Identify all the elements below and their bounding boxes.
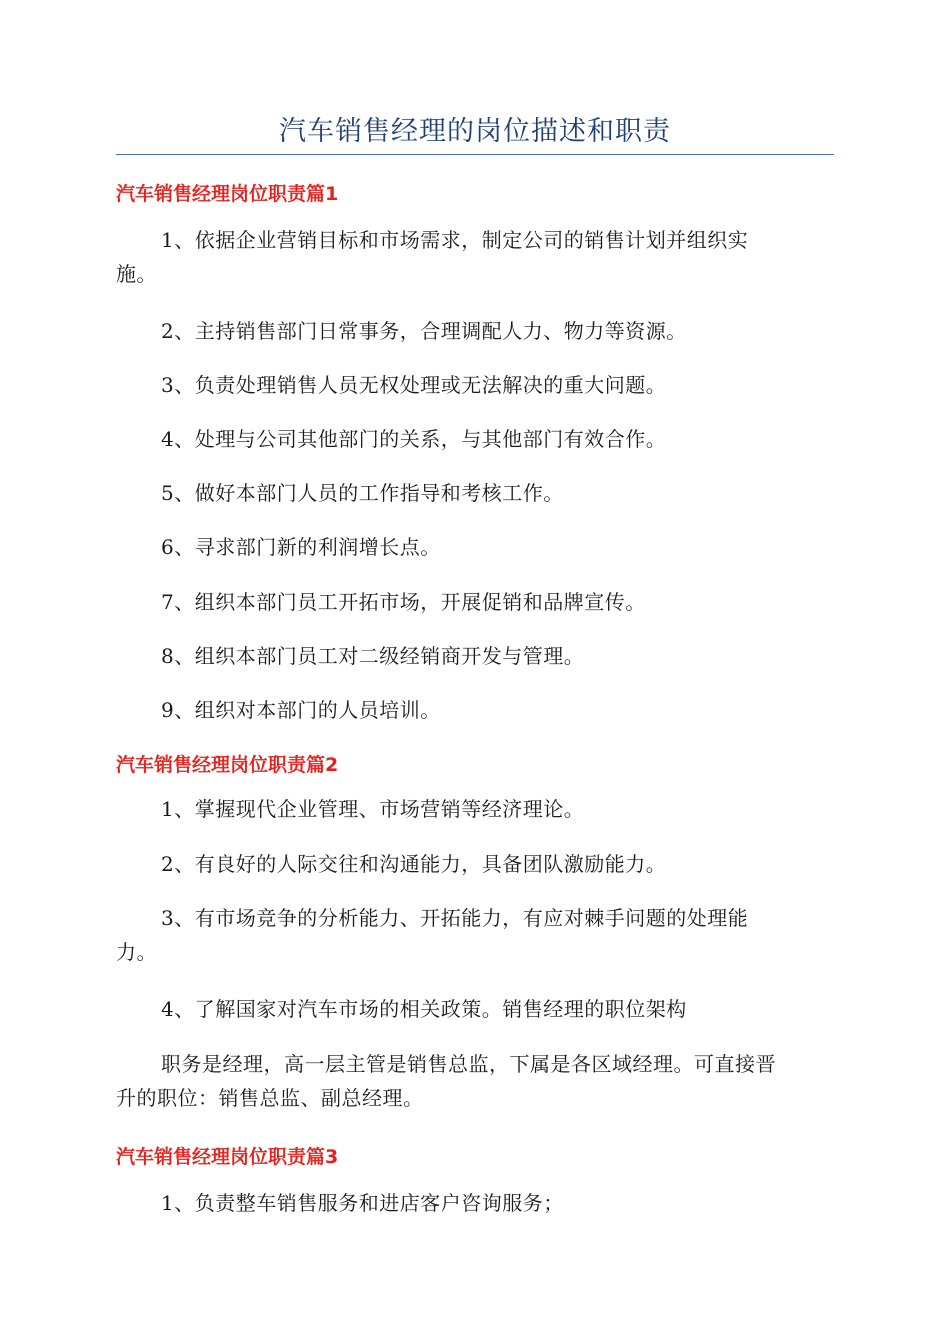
paragraph-line: 5、做好本部门人员的工作指导和考核工作。	[161, 481, 564, 505]
paragraph-line: 4、处理与公司其他部门的关系，与其他部门有效合作。	[161, 427, 667, 451]
paragraph-line: 7、组织本部门员工开拓市场，开展促销和品牌宣传。	[161, 590, 646, 614]
paragraph-2-2	[116, 847, 834, 881]
section-heading-3: 汽车销售经理岗位职责篇3	[116, 1146, 339, 1168]
paragraph-line: 8、组织本部门员工对二级经销商开发与管理。	[161, 644, 585, 668]
paragraph-line: 9、组织对本部门的人员培训。	[161, 698, 441, 722]
paragraph-1-1	[116, 223, 834, 291]
paragraph-line: 施。	[116, 262, 157, 286]
paragraph-2-4	[116, 992, 834, 1026]
paragraph-line: 3、负责处理销售人员无权处理或无法解决的重大问题。	[161, 373, 667, 397]
paragraph-line: 1、负责整车销售服务和进店客户咨询服务；	[161, 1191, 564, 1215]
paragraph-line: 2、有良好的人际交往和沟通能力，具备团队激励能力。	[161, 852, 667, 876]
paragraph-line: 升的职位：销售总监、副总经理。	[116, 1086, 424, 1110]
title-divider	[116, 154, 834, 155]
section-heading-1: 汽车销售经理岗位职责篇1	[116, 183, 339, 205]
paragraph-1-9	[116, 693, 834, 727]
paragraph-1-5	[116, 476, 834, 510]
paragraph-1-7	[116, 585, 834, 619]
paragraph-line: 2、主持销售部门日常事务，合理调配人力、物力等资源。	[161, 319, 687, 343]
paragraph-line: 职务是经理，高一层主管是销售总监，下属是各区域经理。可直接晋	[161, 1052, 776, 1076]
paragraph-3-1	[116, 1186, 834, 1220]
paragraph-2-3	[116, 901, 834, 969]
document-title: 汽车销售经理的岗位描述和职责	[279, 116, 671, 147]
paragraph-1-4	[116, 422, 834, 456]
paragraph-line: 力。	[116, 940, 157, 964]
paragraph-1-2	[116, 314, 834, 348]
paragraph-line: 1、掌握现代企业管理、市场营销等经济理论。	[161, 797, 585, 821]
paragraph-line: 1、依据企业营销目标和市场需求，制定公司的销售计划并组织实	[161, 228, 749, 252]
paragraph-2-1	[116, 792, 834, 826]
section-heading-2: 汽车销售经理岗位职责篇2	[116, 754, 339, 776]
paragraph-line: 3、有市场竞争的分析能力、开拓能力，有应对棘手问题的处理能	[161, 906, 749, 930]
paragraph-2-5	[116, 1047, 834, 1115]
paragraph-line: 4、了解国家对汽车市场的相关政策。销售经理的职位架构	[161, 997, 687, 1021]
paragraph-1-6	[116, 530, 834, 564]
paragraph-1-8	[116, 639, 834, 673]
paragraph-line: 6、寻求部门新的利润增长点。	[161, 535, 441, 559]
paragraph-1-3	[116, 368, 834, 402]
